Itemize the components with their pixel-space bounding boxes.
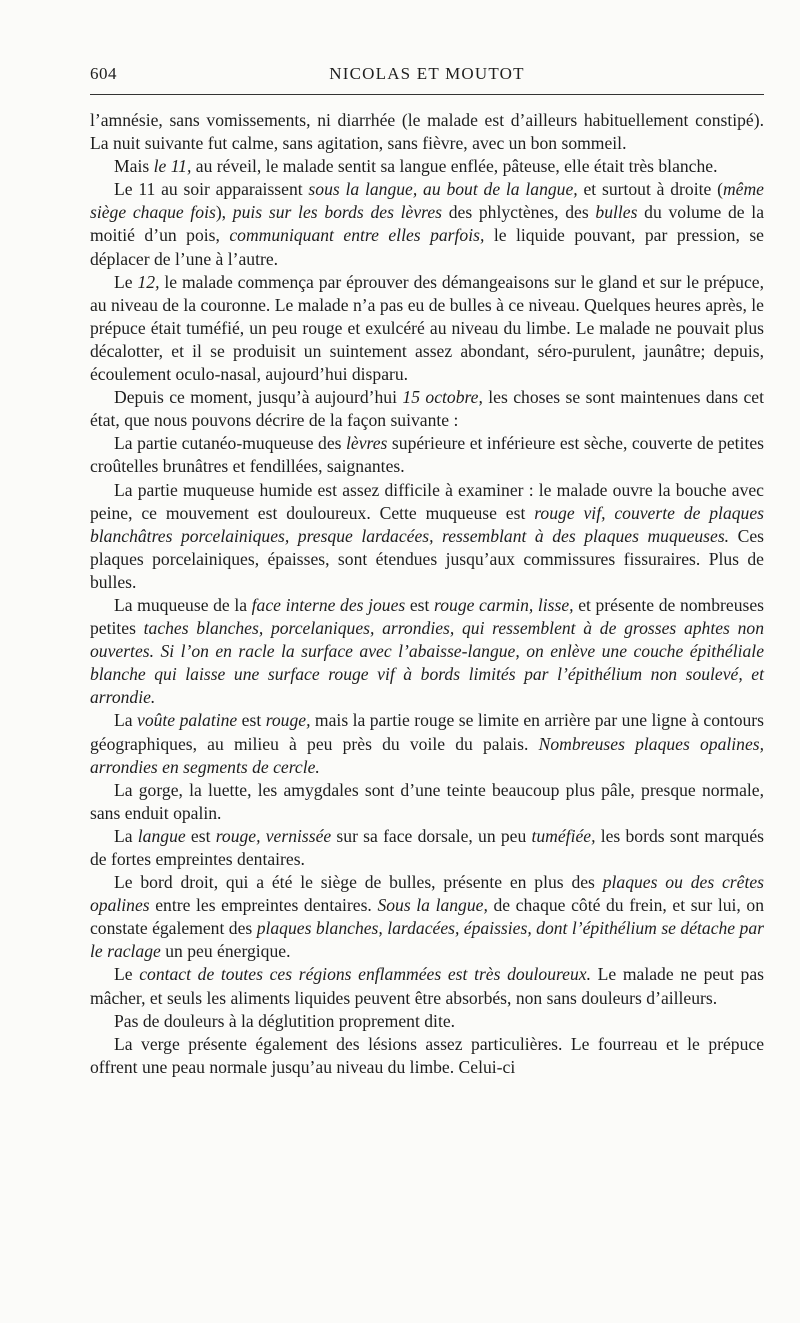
text-run: Le — [114, 271, 138, 292]
text-run: le malade commença par éprouver des démangeaisons sur le gland et sur le prépuce, au niveau de la couronne. Le malade n’a pas eu de bulles à ce niveau. Quelques heures après, le prépuce était tuméfié, un peu rouge et exulcéré au niveau du limbe. Le malade ne pouvait plus décalotter, et il se produisit un suintement assez abondant, séro-purulent, jaunâtre; depuis, écoulement oculo-nasal, aujourd’hui disparu. — [90, 271, 764, 385]
text-run: du volume de la moitié d’un pois, — [90, 202, 764, 246]
italic-text: 12, — [137, 271, 160, 292]
italic-text: rouge carmin, lisse, — [434, 594, 574, 615]
paragraph — [90, 779, 764, 825]
italic-text: face interne des joues — [251, 594, 406, 615]
italic-text: voûte palatine — [137, 710, 238, 731]
text-run: Ces plaques porcelainiques, épaisses, sont étendues jusqu’aux commissures fissuraires. Plus de bulles. — [90, 525, 764, 592]
text-run: les choses se sont maintenues dans cet état, que nous pouvons décrire de la façon suivante : — [90, 387, 765, 431]
text-run: des phlyctènes, des — [442, 202, 596, 223]
paragraph — [90, 1033, 764, 1079]
text-run: La muqueuse de la — [114, 594, 252, 615]
text-run: La partie muqueuse humide est assez difficile à examiner : le malade ouvre la bouche avec peine, ce mouvement est douloureux. Cette muqueuse est — [90, 479, 764, 523]
paragraph — [90, 1010, 764, 1033]
text-run: le liquide pouvant, par pression, se déplacer de l’une à l’autre. — [90, 225, 764, 269]
running-title: NICOLAS ET MOUTOT — [329, 64, 525, 83]
paragraph — [90, 963, 764, 1009]
paragraph — [90, 386, 764, 432]
text-run: Pas de douleurs à la déglutition proprement dite. — [114, 1010, 456, 1031]
paragraph — [90, 155, 764, 178]
italic-text: rouge, vernissée — [215, 825, 332, 846]
italic-text: plaques blanches, lardacées, épaissies, dont l’épithélium se détache par le raclage — [90, 918, 764, 962]
text-run: et surtout à droite ( — [577, 179, 723, 200]
text-run: au réveil, le malade sentit sa langue enflée, pâteuse, elle était très blanche. — [191, 156, 718, 177]
header-rule — [90, 94, 764, 95]
text-run: Le malade ne peut pas mâcher, et seuls les aliments liquides peuvent être absorbés, non sans douleurs d’ailleurs. — [90, 964, 764, 1008]
italic-text: sous la langue, au bout de la langue, — [308, 179, 578, 200]
text-run: Depuis ce moment, jusqu’à aujourd’hui — [114, 387, 403, 408]
text-run: Le bord droit, qui a été le siège de bulles, présente en plus des — [114, 872, 603, 893]
italic-text: Nombreuses plaques opalines, arrondies en segments de cercle. — [90, 733, 764, 777]
italic-text: bulles — [595, 202, 638, 223]
text-run: Le 11 au soir apparaissent — [114, 179, 309, 200]
body-text — [90, 109, 764, 1079]
text-run: supérieure et inférieure est sèche, couverte de petites croûtelles brunâtres et fendillées, saignantes. — [90, 433, 765, 477]
text-run: est — [237, 710, 266, 731]
page-number: 604 — [90, 64, 117, 83]
italic-text: Sous la langue, — [377, 895, 488, 916]
text-run: ), — [215, 202, 233, 223]
italic-text: langue — [137, 825, 186, 846]
italic-text: taches blanches, porcelaniques, arrondies, qui ressemblent à de grosses aphtes non ouvertes. Si l’on en racle la surface avec l’abaisse-langue, on enlève une couche épithéliale blanche qui laisse une surface rouge vif à bords limités par l’épithélium non soulevé, et arrondie. — [90, 618, 764, 708]
italic-text: rouge, — [265, 710, 311, 731]
italic-text: tuméfiée, — [531, 825, 596, 846]
page-header — [90, 58, 764, 86]
italic-text: le 11, — [153, 156, 192, 177]
italic-text: 15 octobre, — [402, 387, 483, 408]
text-run: La — [114, 710, 138, 731]
text-run: Mais — [114, 156, 154, 177]
paragraph — [90, 178, 764, 270]
text-run: est — [185, 825, 216, 846]
italic-text: puis sur les bords des lèvres — [232, 202, 442, 223]
text-run: entre les empreintes dentaires. — [149, 895, 378, 916]
italic-text: plaques ou des crêtes opalines — [90, 872, 765, 916]
paragraph — [90, 709, 764, 778]
paragraph — [90, 109, 764, 155]
text-run: les bords sont marqués de fortes empreintes dentaires. — [90, 825, 764, 869]
text-run: de chaque côté du frein, et sur lui, on constate également des — [90, 895, 764, 939]
text-run: mais la partie rouge se limite en arrière par une ligne à contours géographiques, au milieu à peu près du voile du palais. — [90, 710, 765, 754]
italic-text: lèvres — [346, 433, 388, 454]
text-run: et présente de nombreuses petites — [90, 594, 764, 639]
paragraph — [90, 432, 764, 478]
text-run: La gorge, la luette, les amygdales sont d’une teinte beaucoup plus pâle, presque normale, sans enduit opalin. — [90, 779, 764, 823]
italic-text: même siège chaque fois — [90, 179, 764, 223]
document-page — [90, 58, 764, 1079]
paragraph — [90, 594, 764, 709]
paragraph — [90, 271, 764, 386]
italic-text: communiquant entre elles parfois, — [229, 225, 485, 246]
text-run: La — [114, 825, 138, 846]
text-run: La verge présente également des lésions assez particulières. Le fourreau et le prépuce offrent une peau normale jusqu’au niveau du limbe. Celui-ci — [90, 1033, 764, 1077]
paragraph — [90, 871, 764, 963]
italic-text: rouge vif, couverte de plaques blanchâtres porcelainiques, presque lardacées, ressemblant à des plaques muqueuses. — [90, 502, 764, 546]
text-run: Le — [114, 964, 140, 985]
italic-text: contact de toutes ces régions enflammées est très douloureux. — [139, 964, 591, 985]
text-run: sur sa face dorsale, un peu — [331, 825, 532, 846]
text-run: un peu énergique. — [160, 941, 291, 962]
paragraph — [90, 479, 764, 594]
text-run: l’amnésie, sans vomissements, ni diarrhée (le malade est d’ailleurs habituellement constipé). La nuit suivante fut calme, sans agitation, sans fièvre, avec un bon sommeil. — [90, 110, 764, 154]
text-run: La partie cutanéo-muqueuse des — [114, 433, 347, 454]
paragraph — [90, 825, 764, 871]
text-run: est — [405, 594, 435, 615]
